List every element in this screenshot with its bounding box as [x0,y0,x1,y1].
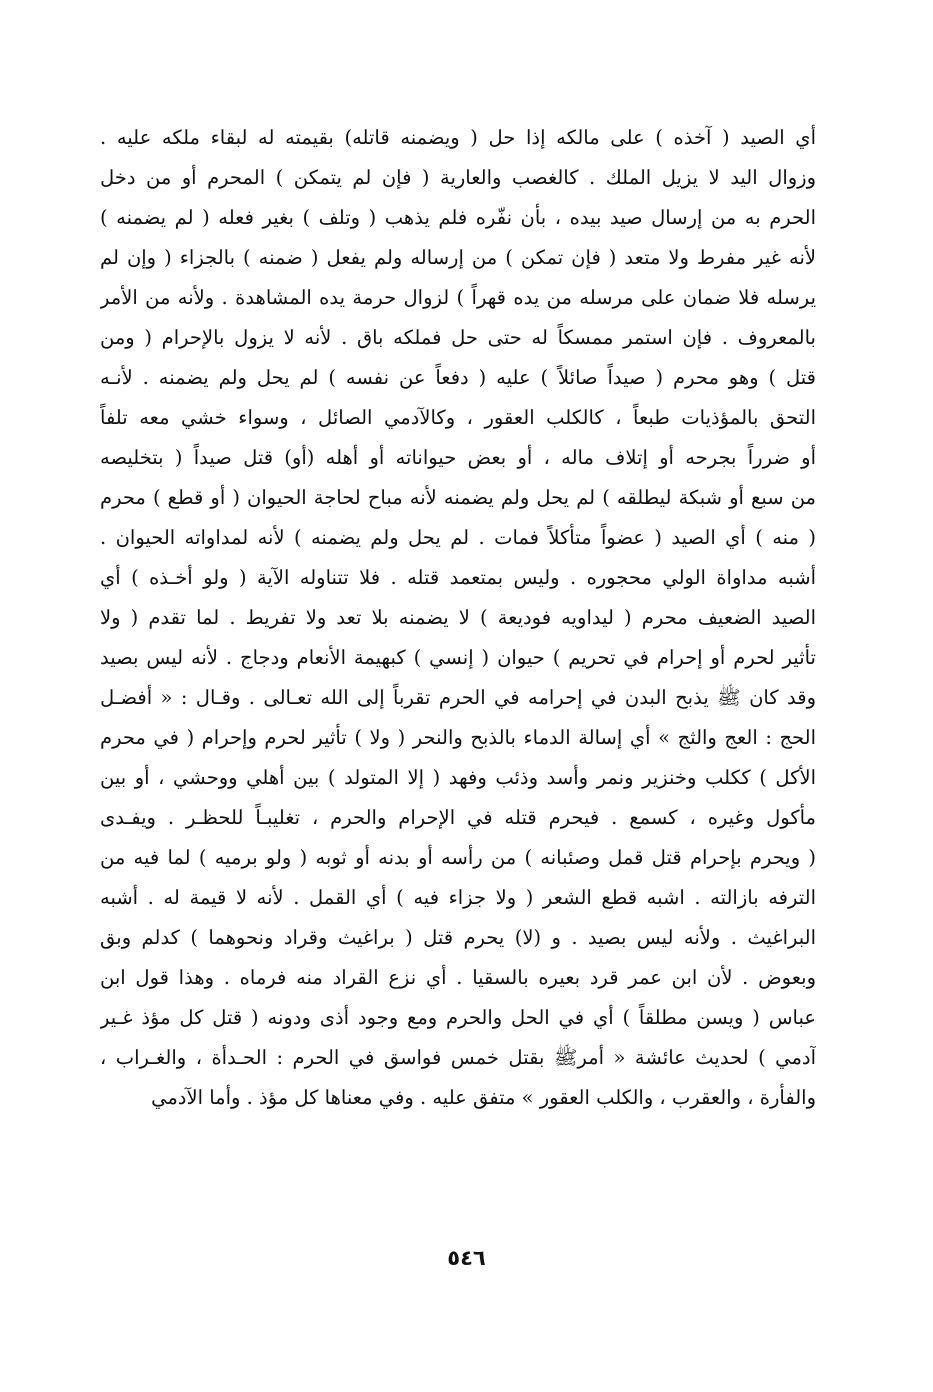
text-line: وبعوض . لأن ابن عمر قرد بعيره بالسقيا . أي نزع القراد منه فرماه . وهذا قول ابن [100,966,816,989]
text-line: قتل ) وهو محرم ( صيداً صائلاً ) عليه ( دفعاً عن نفسه ) لم يحل ولم يضمنه . لأنـه [100,366,816,389]
text-line: آدمي ) لحديث عائشة « أمرﷺ بقتل خمس فواسق في الحرم : الحـدأة ، والغـراب ، [100,1046,816,1069]
text-line: من سبع أو شبكة ليطلقه ) لم يحل ولم يضمنه لأنه مباح لحاجة الحيوان ( أو قطع ) محرم [100,486,816,509]
text-line: أشبه مداواة الولي محجوره . وليس بمتعمد قتله . فلا تتناوله الآية ( ولو أخـذه ) أي [100,566,816,589]
text-line: الأكل ) ككلب وخنزير ونمر وأسد وذئب وفهد ( إلا المتولد ) بين أهلي ووحشي ، أو بين [100,766,816,789]
text-line: التحق بالمؤذيات طبعاً ، كالكلب العقور ، وكالآدمي الصائل ، وسواء خشي معه تلفاً [100,406,816,429]
text-line: الترفه بازالته . اشبه قطع الشعر ( ولا جزاء فيه ) أي القمل . لأنه لا قيمة له . أشبه [100,886,816,909]
text-line: مأكول وغيره ، كسمع . فيحرم قتله في الإحرام والحرم ، تغليبـاً للحظـر . ويفـدى [100,806,816,829]
text-line: الصيد الضعيف محرم ( ليداويه فوديعة ) لا يضمنه بلا تعد ولا تفريط . لما تقدم ( ولا [100,606,816,629]
text-line: بالمعروف . فإن استمر ممسكاً له حتى حل فملكه باق . لأنه لا يزول بالإحرام ( ومن [100,326,816,349]
page-text-block [100,118,816,1118]
text-line: لأنه غير مفرط ولا متعد ( فإن تمكن ) من إرساله ولم يفعل ( ضمنه ) بالجزاء ( وإن لم [100,246,816,269]
text-line: وزوال اليد لا يزيل الملك . كالغصب والعارية ( فإن لم يتمكن ) المحرم أو من دخل [100,166,816,189]
text-line: والفأرة ، والعقرب ، والكلب العقور » متفق عليه . وفي معناها كل مؤذ . وأما الآدمي [151,1086,816,1109]
page-number: ٥٤٦ [447,1246,486,1270]
text-line: الحرم به من إرسال صيد بيده ، بأن نفّره فلم يذهب ( وتلف ) بغير فعله ( لم يضمنه ) [100,206,816,229]
text-line: ( ويحرم بإحرام قتل قمل وصئبانه ) من رأسه أو بدنه أو ثوبه ( ولو برميه ) لما فيه من [100,846,816,869]
text-line: يرسله فلا ضمان على مرسله من يده قهراً ) لزوال حرمة يده المشاهدة . ولأنه من الأمر [100,286,816,309]
text-line: تأثير لحرم أو إحرام في تحريم ) حيوان ( إنسي ) كبهيمة الأنعام ودجاج . لأنه ليس بصيد [100,646,816,669]
text-line: الحج : العج والثج » أي إسالة الدماء بالذبح والنحر ( ولا ) تأثير لحرم وإحرام ( في محرم [100,726,816,749]
text-line: ( منه ) أي الصيد ( عضواً متأكلاً فمات . لم يحل ولم يضمنه ) لأنه لمداواته الحيوان . [100,526,816,549]
text-line: وقد كان ﷺ يذبح البدن في إحرامه في الحرم تقرباً إلى الله تعـالى . وقـال : « أفضـل [100,686,816,709]
text-line: البراغيث . ولأنه ليس بصيد . و (لا) يحرم قتل ( براغيث وقراد ونحوهما ) كدلم وبق [100,926,816,949]
text-line: أي الصيد ( آخذه ) على مالكه إذا حل ( ويضمنه قاتله) بقيمته له لبقاء ملكه عليه . [100,126,816,149]
text-line: أو ضرراً بجرحه أو إتلاف ماله ، أو بعض حيواناته أو أهله (أو) قتل صيداً ( بتخليصه [100,446,816,469]
text-line: عباس ( ويسن مطلقاً ) أي في الحل والحرم ومع وجود أذى ودونه ( قتل كل مؤذ غـير [100,1006,816,1029]
